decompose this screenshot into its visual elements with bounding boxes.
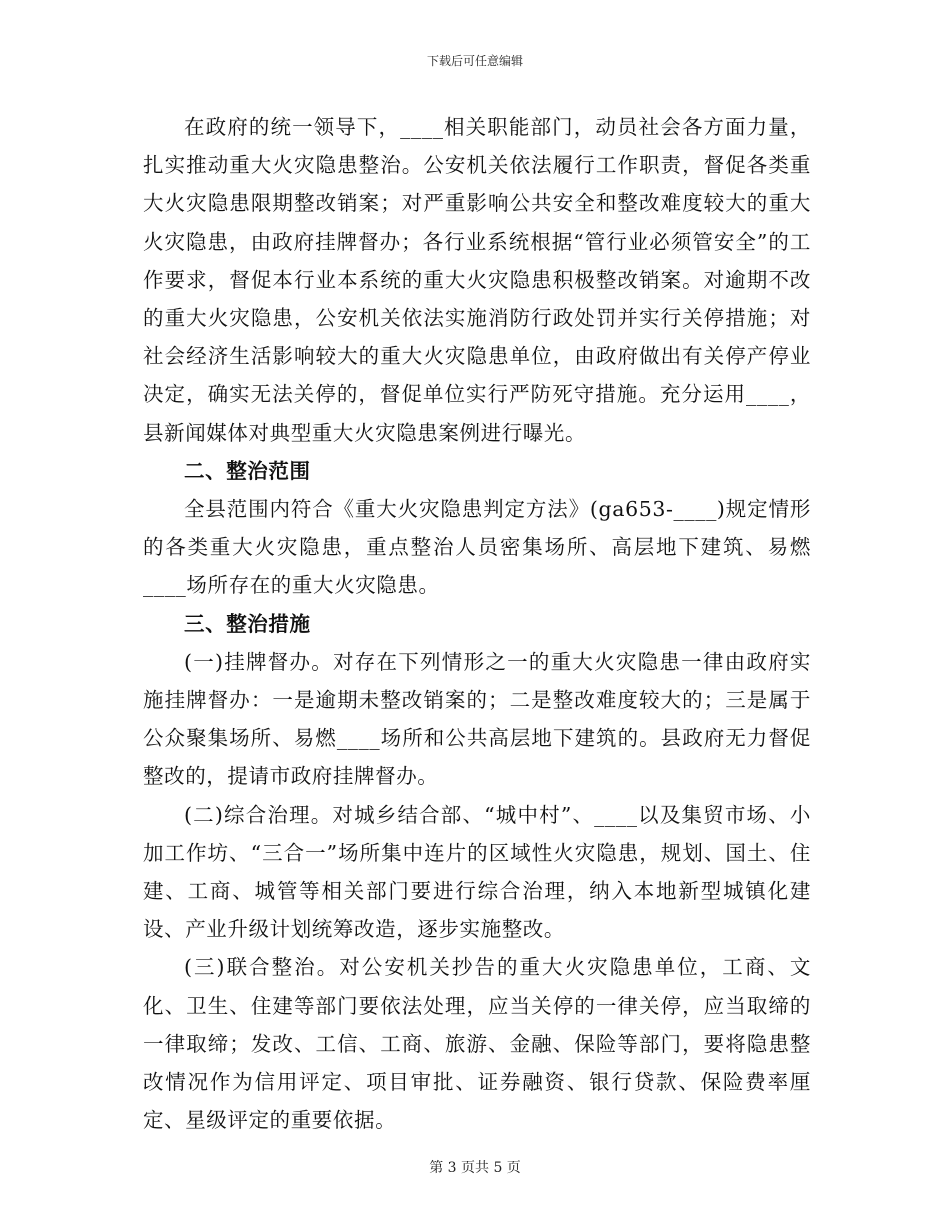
paragraph-scope: 全县范围内符合《重大火灾隐患判定方法》(ga653-____)规定情形的各类重大火灾隐患，重点整治人员密集场所、高层地下建筑、易燃____场所存在的重大火灾隐患。 xyxy=(143,497,811,598)
paragraph-measure-joint: (三)联合整治。对公安机关抄告的重大火灾隐患单位，工商、文化、卫生、住建等部门要依法处理，应当关停的一律关停，应当取缔的一律取缔；发改、工信、工商、旅游、金融、保险等部门，要将隐患整改情况作为信用评定、项目审批、证券融资、银行贷款、保险费率厘定、星级评定的重要依据。 xyxy=(143,955,811,1133)
document-body xyxy=(143,108,811,1139)
page-footer: 第 3 页共 5 页 xyxy=(429,1160,521,1176)
paragraph-measure-governance: (二)综合治理。对城乡结合部、“城中村”、____以及集贸市场、小加工作坊、“三合一”场所集中连片的区域性火灾隐患，规划、国土、住建、工商、城管等相关部门要进行综合治理，纳入本地新型城镇化建设、产业升级计划统筹改造，逐步实施整改。 xyxy=(143,802,811,942)
paragraph-measure-supervision: (一)挂牌督办。对存在下列情形之一的重大火灾隐患一律由政府实施挂牌督办：一是逾期未整改销案的；二是整改难度较大的；三是属于公众聚集场所、易燃____场所和公共高层地下建筑的。县政府无力督促整改的，提请市政府挂牌督办。 xyxy=(143,649,811,789)
paragraph-leadership: 在政府的统一领导下，____相关职能部门，动员社会各方面力量，扎实推动重大火灾隐患整治。公安机关依法履行工作职责，督促各类重大火灾隐患限期整改销案；对严重影响公共安全和整改难度较大的重大火灾隐患，由政府挂牌督办；各行业系统根据“管行业必须管安全”的工作要求，督促本行业本系统的重大火灾隐患积极整改销案。对逾期不改的重大火灾隐患，公安机关依法实施消防行政处罚并实行关停措施；对社会经济生活影响较大的重大火灾隐患单位，由政府做出有关停产停业决定，确实无法关停的，督促单位实行严防死守措施。充分运用____，县新闻媒体对典型重大火灾隐患案例进行曝光。 xyxy=(143,115,811,445)
section-heading-scope: 二、整治范围 xyxy=(184,458,311,483)
page-header: 下载后可任意编辑 xyxy=(426,54,523,68)
section-heading-measures: 三、整治措施 xyxy=(184,611,311,636)
